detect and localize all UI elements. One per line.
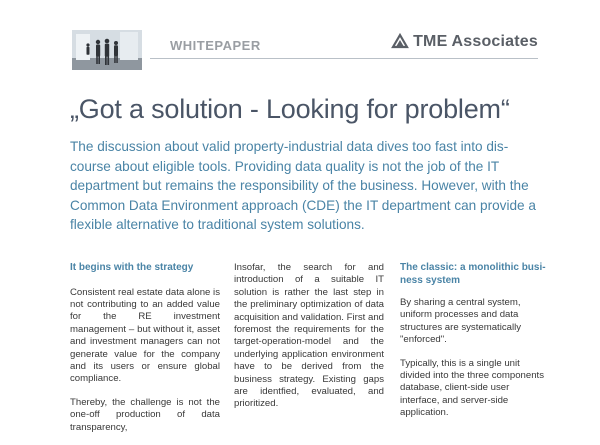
brand-name: TME Associates: [413, 33, 538, 50]
section-heading-monolithic: The classic: a monolithic busi-ness system: [400, 262, 546, 286]
body-paragraph: Insofar, the search for and introduction of a suitable IT solution is rather the last step in the preliminary optimization of data acquisition and validation. First and foremost the requirements for the target-operation-model and the underlying application environment have to be derived from the business strategy. Existing gaps are identfied, evaluated, and prioritized.: [234, 262, 384, 410]
body-paragraph: Thereby, the challenge is not the one-off production of data transparency,: [70, 396, 220, 433]
tme-logo-icon: [392, 34, 408, 50]
text-column-1: [70, 262, 220, 445]
body-paragraph: By sharing a central system, uniform processes and data structures are systematically "enforced".: [400, 297, 522, 346]
business-people-photo: [72, 30, 142, 70]
section-heading-strategy: It begins with the strategy: [70, 262, 194, 273]
body-paragraph: Consistent real estate data alone is not contributing to an added value for the RE investment management – but without it, asset and investment managers can not generate value for the company and its users or ensure global compliance.: [70, 286, 220, 385]
header-divider: [150, 58, 538, 59]
body-paragraph: Typically, this is a single unit divided into the three components database, client-side user interface, and server-side application.: [400, 357, 544, 419]
page-title: „Got a solution - Looking for problem“: [70, 94, 510, 124]
lead-paragraph: The discussion about valid property-industrial data dives too fast into dis-course about eligible tools. Providing data quality is not the job of the IT department but remains the responsibility of the business. However, with the Common Data Environment approach (CDE) the IT department can provide a flexible alternative to traditional system solutions.: [70, 139, 536, 232]
text-column-2: [234, 262, 384, 422]
brand: [392, 33, 538, 51]
text-column-3: [400, 262, 550, 431]
document-type-label: WHITEPAPER: [170, 38, 261, 53]
